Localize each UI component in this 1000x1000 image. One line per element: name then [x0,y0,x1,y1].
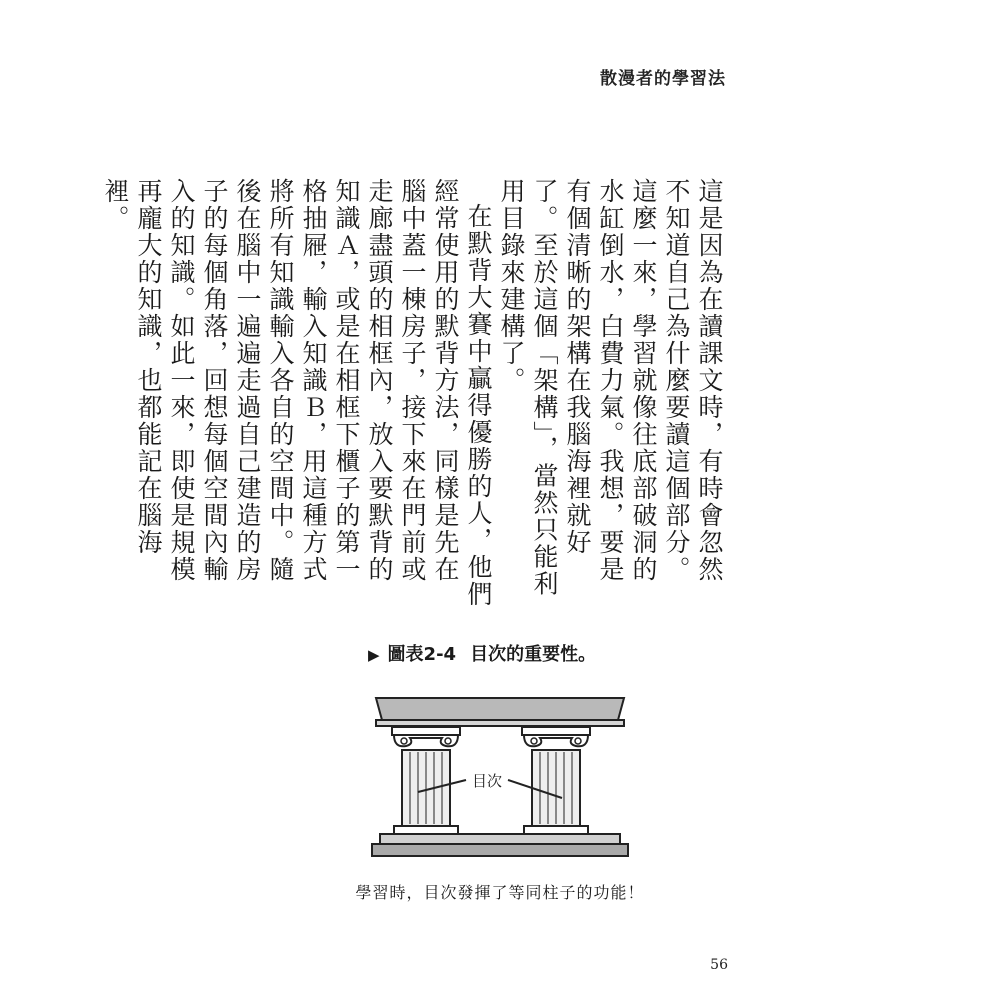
pillar-label: 目次 [471,772,503,790]
figure-number: 圖表2-4 [387,644,457,665]
running-header: 散漫者的學習法 [600,69,726,89]
left-pillar [392,727,460,834]
triangle-marker-icon: ▶ [368,646,380,664]
figure-title-text: 目次的重要性。 [470,644,597,665]
figure-caption: 學習時，目次發揮了等同柱子的功能！ [355,883,645,902]
right-pillar [522,727,590,834]
pillar-illustration [370,690,630,860]
page-number: 56 [710,957,728,973]
paragraph-2: 在默背大賽中贏得優勝的人，他們經常使用的默背方法，同樣是先在腦中蓋一棟房子，接下來在門前或走廊盡頭的相框內，放入要默背的知識Ａ，或是在相框下櫃子的第一格抽屜，輸入知識Ｂ，用這種方式將所有知識輸入各自的空間中。隨後在腦中一遍遍走過自己建造的房子的每個角落，回想每個空間內輸入的知識。如此一來，即使是規模再龐大的知識，也都能記在腦海裡。 [101,178,493,608]
figure-title [368,640,596,666]
vertical-body-text [101,178,726,608]
paragraph-1: 這是因為在讀課文時，有時會忽然不知道自己為什麼要讀這個部分。這麼一來，學習就像往底部破洞的水缸倒水，白費力氣。我想，要是有個清晰的架構在我腦海裡就好了。至於這個「架構」，當然只能利用目錄來建構了。 [497,178,724,598]
